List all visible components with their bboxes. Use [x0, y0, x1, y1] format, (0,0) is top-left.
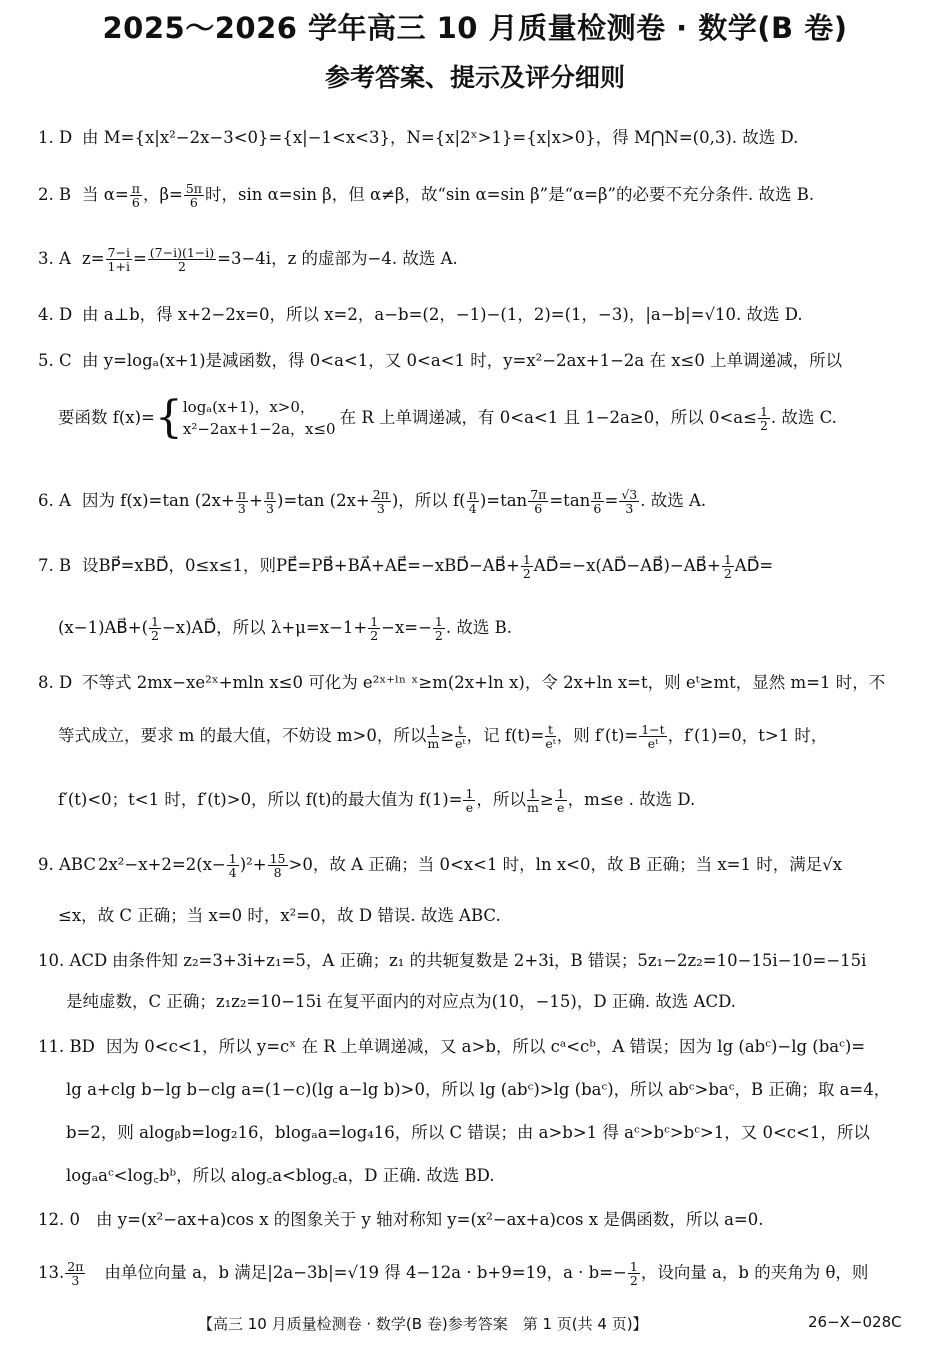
page-subtitle: 参考答案、提示及评分细则 — [324, 63, 625, 92]
answer-2: 2. B 当 α= $\frac{\pi}{6}$ ，β= $\frac{5\pi}{6}$ 时，sin α=sin β，但 α≠β，故“sin α=sin β”是“α=β”的必要不充分条件. 故选 B. — [38, 181, 815, 210]
answer-9: 9. ABC 2x²−x+2=2(x− $\frac{1}{4}$ )²+ $\frac{15}{8}$ >0，故 A 正确；当 0<x<1 时，ln x<0，故 B 正确；当 x=1 时，满足√x — [38, 851, 843, 880]
answer-5: 5. C 由 y=logₐ(x+1)是减函数，得 0<a<1，又 0<a<1 时，y=x²−2ax+1−2a 在 x≤0 上单调递减，所以 — [38, 351, 843, 370]
answer-8-cont: 等式成立，要求 m 的最大值，不妨设 m>0，所以 $\frac{1}{m}$ ≥ $\frac{t}{\text{eᵗ}}$ ，记 f(t)= $\frac{t}{\text{eᵗ}}$ ，则 f′(t)= $\frac{1-t}{\text{eᵗ}}$ ，f′(1)=0，t>1 时， — [58, 722, 828, 751]
answer-10-cont: 是纯虚数，C 正确；z₁z₂=10−15i 在复平面内的对应点为(10，−15)，D 正确. 故选 ACD. — [66, 992, 736, 1011]
answer-11-cont1: lg a+clg b−lg b−clg a=(1−c)(lg a−lg b)>0，所以 lg (abᶜ)>lg (baᶜ)，所以 abᶜ>baᶜ，B 正确；取 a=4， — [66, 1080, 891, 1099]
answer-7-cont: (x−1)AB⃗+( $\frac{1}{2}$ −x)AD⃗，所以 λ+μ=x−1+ $\frac{1}{2}$ −x=− $\frac{1}{2}$ . 故选 B. — [58, 614, 512, 643]
answer-11-cont3: logₐaᶜ<log꜀bᵇ，所以 alog꜀a<blog꜀a，D 正确. 故选 BD. — [66, 1166, 495, 1185]
answer-13: 13. $\frac{2\pi}{3}$ 由单位向量 a，b 满足|2a−3b|=√19 得 4−12a · b+9=19，a · b=− $\frac{1}{2}$ ，设向量 a，b 的夹角为 θ，则 — [38, 1259, 869, 1288]
answer-12: 12. 0 由 y=(x²−ax+a)cos x 的图象关于 y 轴对称知 y=(x²−ax+a)cos x 是偶函数，所以 a=0. — [38, 1210, 764, 1229]
answer-1: 1. D 由 M={x|x²−2x−3<0}={x|−1<x<3}，N={x|2ˣ>1}={x|x>0}，得 M⋂N=(0,3). 故选 D. — [38, 128, 799, 147]
answer-11-cont2: b=2，则 alogᵦb=log₂16，blogₐa=log₄16，所以 C 错误；由 a>b>1 得 aᶜ>bᶜ>bᶜ>1，又 0<c<1，所以 — [66, 1123, 870, 1142]
answer-11: 11. BD 因为 0<c<1，所以 y=cˣ 在 R 上单调递减，又 a>b，所以 cᵃ<cᵇ，A 错误；因为 lg (abᶜ)−lg (baᶜ)= — [38, 1037, 866, 1056]
footer-page-info: 【高三 10 月质量检测卷 · 数学(B 卷)参考答案 第 1 页(共 4 页)】 — [198, 1315, 648, 1333]
answer-10: 10. ACD 由条件知 z₂=3+3i+z₁=5，A 正确；z₁ 的共轭复数是 2+3i，B 错误；5z₁−2z₂=10−15i−10=−15i — [38, 951, 867, 970]
answer-9-cont: ≤x，故 C 正确；当 x=0 时，x²=0，故 D 错误. 故选 ABC. — [58, 906, 501, 925]
answer-4: 4. D 由 a⊥b，得 x+2−2x=0，所以 x=2，a−b=(2，−1)−(1，2)=(1，−3)，|a−b|=√10. 故选 D. — [38, 305, 803, 324]
answer-7: 7. B 设BP⃗=xBD⃗，0≤x≤1，则PE⃗=PB⃗+BA⃗+AE⃗=−xBD⃗−AB⃗+ $\frac{1}{2}$ AD⃗=−x(AD⃗−AB⃗)−AB⃗+ $\frac{1}{2}$ AD⃗= — [38, 552, 774, 581]
answer-5-cont: 要函数 f(x)={ logₐ(x+1)，x>0， x²−2ax+1−2a，x≤0 在 R 上单调递减，有 0<a<1 且 1−2a≥0，所以 0<a≤ $\frac{1}{2}$ . 故选 C. — [58, 392, 837, 443]
footer-code: 26−X−028C — [808, 1313, 902, 1331]
answer-6: 6. A 因为 f(x)=tan (2x+ $\frac{\pi}{3}$ + $\frac{\pi}{3}$ )=tan (2x+ $\frac{2\pi}{3}$ )，所以 f( $\frac{\pi}{4}$ )=tan $\frac{7\pi}{6}$ =tan $\frac{\pi}{6}$ = $\frac{√3}{3}$ . 故选 A. — [38, 487, 707, 516]
answer-8-cont2: f′(t)<0；t<1 时，f′(t)>0，所以 f(t)的最大值为 f(1)= $\frac{1}{e}$ ，所以 $\frac{1}{m}$ ≥ $\frac{1}{e}$ ，m≤e . 故选 D. — [58, 786, 696, 815]
page-title: 2025～2026 学年高三 10 月质量检测卷 · 数学(B 卷) — [102, 11, 848, 45]
answer-8: 8. D 不等式 2mx−xe²ˣ+mln x≤0 可化为 e²ˣ⁺ˡⁿ ˣ≥m(2x+ln x)，令 2x+ln x=t，则 eᵗ≥mt，显然 m=1 时，不 — [38, 673, 886, 692]
answer-3: 3. A z= $\frac{7-i}{1+i}$ = $\frac{(7-i)(1-i)}{2}$ =3−4i，z 的虚部为−4. 故选 A. — [38, 245, 458, 274]
